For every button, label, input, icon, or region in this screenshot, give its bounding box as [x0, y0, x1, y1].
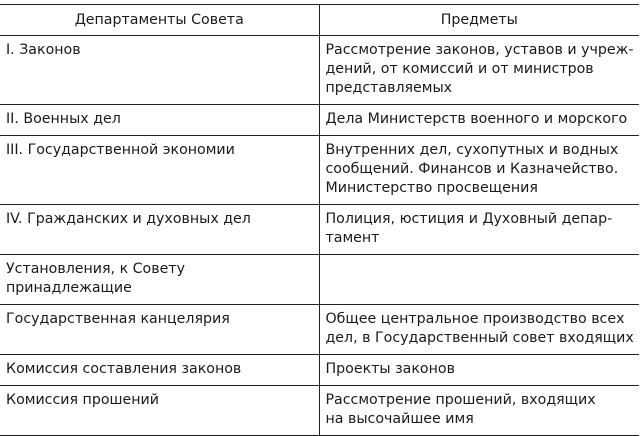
table-row: [0, 386, 639, 436]
table-row: [0, 355, 639, 386]
table-header-row: [0, 5, 639, 36]
table-row: [0, 305, 639, 355]
department-cell: Комиссия прошений: [0, 386, 319, 436]
subjects-cell: Внутренних дел, сухопутных и водных сообщений. Финансов и Казначейство. Министерство просвещения: [319, 136, 639, 205]
subjects-cell: Общее центральное производство всех дел, в Государственный совет входящих: [319, 305, 639, 355]
subjects-cell: Рассмотрение законов, уставов и учреж- дений, от комиссий и от министров представляемых: [319, 36, 639, 105]
subjects-cell: [319, 255, 639, 305]
table-row: [0, 255, 639, 305]
department-cell: Комиссия составления законов: [0, 355, 319, 386]
department-cell: I. Законов: [0, 36, 319, 105]
subjects-cell: Дела Министерств военного и морского: [319, 105, 639, 136]
subjects-cell: Проекты законов: [319, 355, 639, 386]
subjects-cell: Рассмотрение прошений, входящих на высочайшее имя: [319, 386, 639, 436]
table-row: [0, 105, 639, 136]
council-departments-table: [0, 4, 639, 436]
department-cell: IV. Гражданских и духовных дел: [0, 205, 319, 255]
subjects-cell: Полиция, юстиция и Духовный депар- тамент: [319, 205, 639, 255]
header-departments: Департаменты Совета: [0, 5, 319, 36]
department-cell: II. Военных дел: [0, 105, 319, 136]
department-cell: Государственная канцелярия: [0, 305, 319, 355]
table-row: [0, 136, 639, 205]
header-subjects: Предметы: [319, 5, 639, 36]
table-row: [0, 205, 639, 255]
table-row: [0, 36, 639, 105]
department-cell: Установления, к Совету принадлежащие: [0, 255, 319, 305]
department-cell: III. Государственной экономии: [0, 136, 319, 205]
